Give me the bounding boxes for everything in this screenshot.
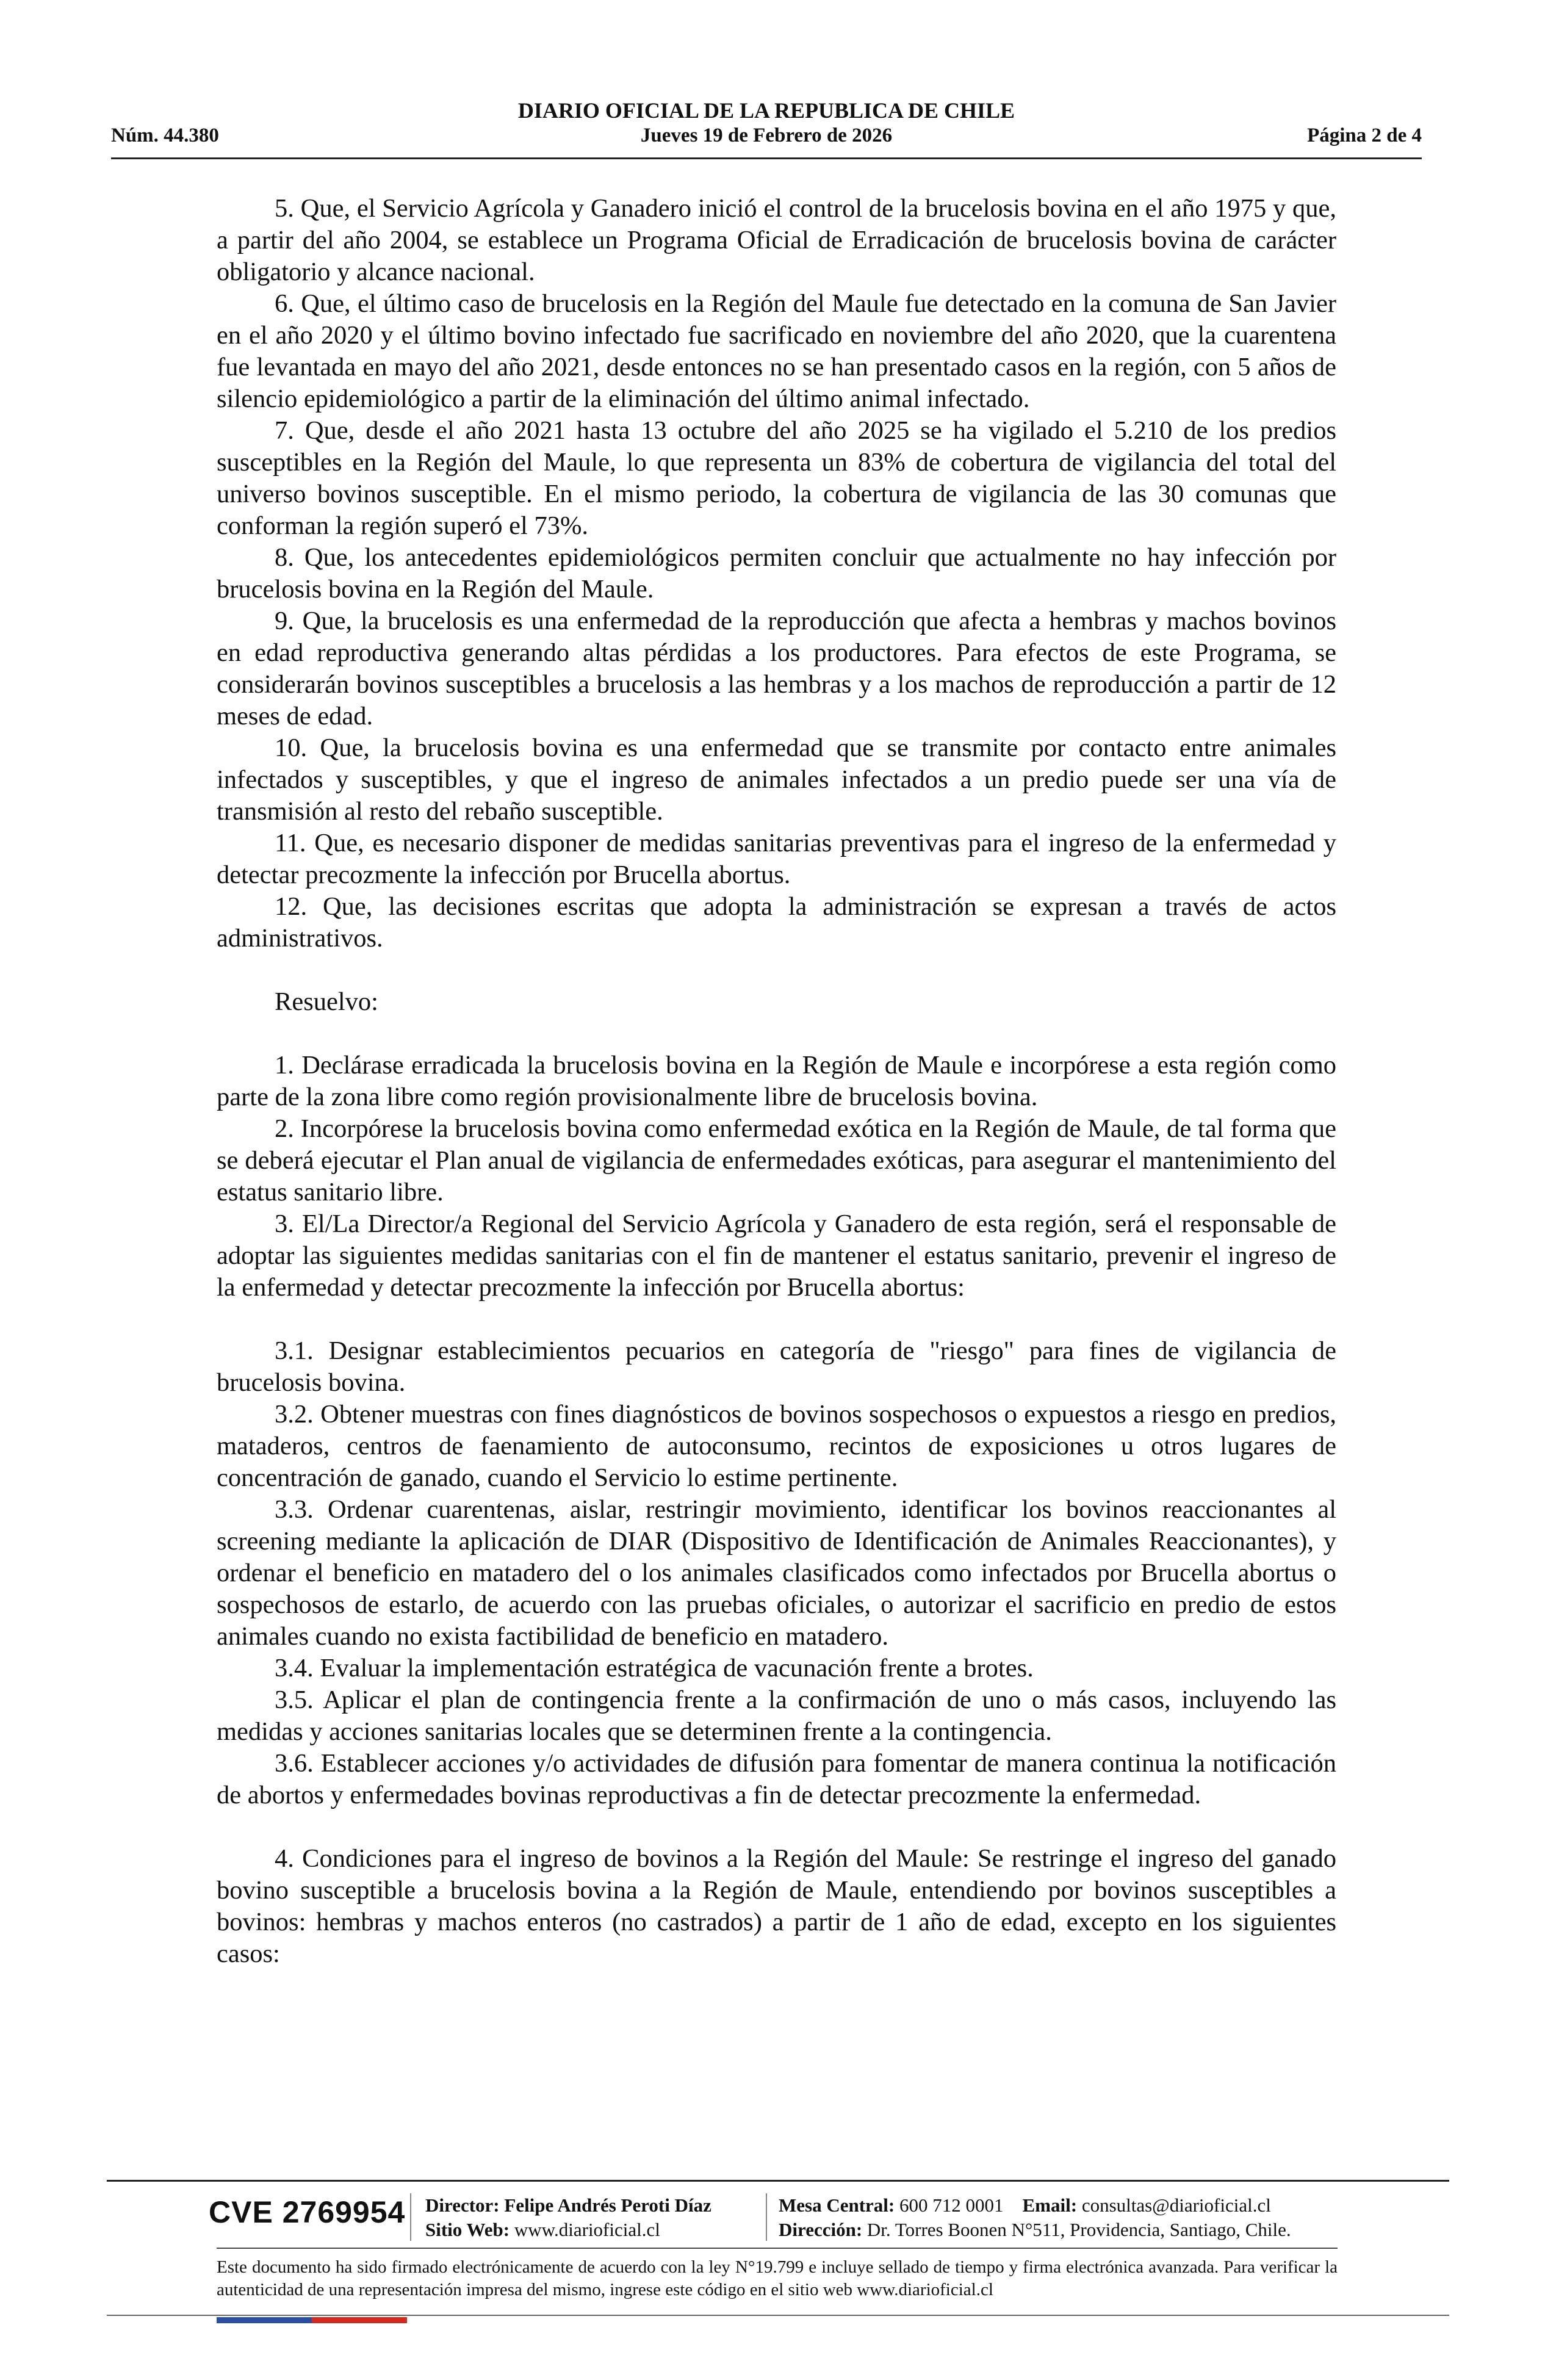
measure-3-6: 3.6. Establecer acciones y/o actividades de difusión para fomentar de manera continua la notificación de abortos y enfermedades bovinas reproductivas a fin de detectar precozmente la enfermedad. <box>217 1749 1336 1809</box>
cve-code: CVE 2769954 <box>209 2195 406 2229</box>
website-link[interactable]: www.diarioficial.cl <box>514 2219 660 2240</box>
resuelvo-heading: Resuelvo: <box>275 987 378 1016</box>
flag-stripe <box>217 2317 407 2323</box>
measure-3-5: 3.5. Aplicar el plan de contingencia frente a la confirmación de uno o más casos, incluyendo las medidas y acciones sanitarias locales que se determinen frente a la contingencia. <box>217 1686 1336 1746</box>
footer-divider <box>107 2315 1449 2316</box>
footer-divider <box>217 2248 1338 2249</box>
paragraph-12: 12. Que, las decisiones escritas que adopta la administración se expresan a través de actos administrativos. <box>217 892 1336 953</box>
paragraph-10: 10. Que, la brucelosis bovina es una enfermedad que se transmite por contacto entre animales infectados y susceptibles, y que el ingreso de animales infectados a un predio puede ser una vía de transmisión al resto del rebaño susceptible. <box>217 734 1336 826</box>
header-info-row <box>111 124 1422 153</box>
director-name: Felipe Andrés Peroti Díaz <box>504 2194 711 2216</box>
measure-3-4: 3.4. Evaluar la implementación estratégica de vacunación frente a brotes. <box>275 1654 1034 1682</box>
mesa-central-phone: 600 712 0001 <box>899 2194 1004 2216</box>
paragraph-6: 6. Que, el último caso de brucelosis en la Región del Maule fue detectado en la comuna de San Javier en el año 2020 y el último bovino infectado fue sacrificado en noviembre del año 2020, que la cuarentena fue levantada en mayo del año 2021, desde entonces no se han presentado casos en la región, con 5 años de silencio epidemiológico a partir de la eliminación del último animal infectado. <box>217 289 1336 413</box>
footer-director-block <box>425 2193 711 2242</box>
measure-3-2: 3.2. Obtener muestras con fines diagnósticos de bovinos sospechosos o expuestos a riesgo en predios, mataderos, centros de faenamiento de autoconsumo, recintos de exposiciones u otros lugares de concentración de ganado, cuando el Servicio lo estime pertinente. <box>217 1400 1336 1492</box>
email-link[interactable]: consultas@diarioficial.cl <box>1081 2194 1271 2216</box>
mesa-central-label: Mesa Central: <box>779 2194 895 2216</box>
publication-title: DIARIO OFICIAL DE LA REPUBLICA DE CHILE <box>517 98 1015 123</box>
resolution-4: 4. Condiciones para el ingreso de bovinos a la Región del Maule: Se restringe el ingreso del ganado bovino susceptible a brucelosis bovina a la Región de Maule, entendiendo por bovinos susceptibles a bovinos: hembras y machos enteros (no castrados) a partir de 1 año de edad, excepto en los siguientes casos: <box>217 1844 1336 1968</box>
issue-date: Jueves 19 de Febrero de 2026 <box>640 124 893 146</box>
legal-notice: Este documento ha sido firmado electrónicamente de acuerdo con la ley N°19.799 e incluye sellado de tiempo y firma electrónica avanzada. Para verificar la autenticidad de una representación impresa del mismo, ingrese este código en el sitio web www.diarioficial.cl <box>217 2257 1338 2299</box>
footer-separator <box>766 2193 767 2241</box>
flag-red-segment <box>312 2317 407 2323</box>
paragraph-7: 7. Que, desde el año 2021 hasta 13 octubre del año 2025 se ha vigilado el 5.210 de los predios susceptibles en la Región del Maule, lo que representa un 83% de cobertura de vigilancia del total del universo bovinos susceptible. En el mismo periodo, la cobertura de vigilancia de las 30 comunas que conforman la región superó el 73%. <box>217 416 1336 540</box>
resolution-3: 3. El/La Director/a Regional del Servicio Agrícola y Ganadero de esta región, será el responsable de adoptar las siguientes medidas sanitarias con el fin de mantener el estatus sanitario, prevenir el ingreso de la enfermedad y detectar precozmente la infección por Brucella abortus: <box>217 1210 1336 1302</box>
footer-divider <box>107 2180 1449 2182</box>
resolution-2: 2. Incorpórese la brucelosis bovina como enfermedad exótica en la Región de Maule, de tal forma que se deberá ejecutar el Plan anual de vigilancia de enfermedades exóticas, para asegurar el mantenimiento del estatus sanitario libre. <box>217 1114 1336 1206</box>
document-body <box>217 193 1336 1970</box>
paragraph-8: 8. Que, los antecedentes epidemiológicos permiten concluir que actualmente no hay infección por brucelosis bovina en la Región del Maule. <box>217 543 1336 604</box>
measure-3-3: 3.3. Ordenar cuarentenas, aislar, restringir movimiento, identificar los bovinos reaccionantes al screening mediante la aplicación de DIAR (Dispositivo de Identificación de Animales Reaccionantes), y ordenar el beneficio en matadero del o los animales clasificados como infectados por Brucella abortus o sospechosos de estarlo, de acuerdo con las pruebas oficiales, o autorizar el sacrificio en predio de estos animales cuando no exista factibilidad de beneficio en matadero. <box>217 1495 1336 1651</box>
paragraph-9: 9. Que, la brucelosis es una enfermedad de la reproducción que afecta a hembras y machos bovinos en edad reproductiva generando altas pérdidas a los productores. Para efectos de este Programa, se considerarán bovinos susceptibles a brucelosis a las hembras y a los machos de reproducción a partir de 12 meses de edad. <box>217 607 1336 730</box>
paragraph-11: 11. Que, es necesario disponer de medidas sanitarias preventivas para el ingreso de la enfermedad y detectar precozmente la infección por Brucella abortus. <box>217 829 1336 889</box>
measure-3-1: 3.1. Designar establecimientos pecuarios en categoría de "riesgo" para fines de vigilancia de brucelosis bovina. <box>217 1336 1336 1397</box>
page-indicator: Página 2 de 4 <box>1307 124 1422 146</box>
flag-blue-segment <box>217 2317 312 2323</box>
address-label: Dirección: <box>779 2219 863 2240</box>
address-value: Dr. Torres Boonen N°511, Providencia, Santiago, Chile. <box>866 2219 1291 2240</box>
paragraph-5: 5. Que, el Servicio Agrícola y Ganadero inició el control de la brucelosis bovina en el año 1975 y que, a partir del año 2004, se establece un Programa Oficial de Erradicación de brucelosis bovina de carácter obligatorio y alcance nacional. <box>217 194 1336 286</box>
resolution-1: 1. Declárase erradicada la brucelosis bovina en la Región de Maule e incorpórese a esta región como parte de la zona libre como región provisionalmente libre de brucelosis bovina. <box>217 1051 1336 1111</box>
page-header <box>111 98 1422 159</box>
director-label: Director: <box>425 2194 500 2216</box>
email-label: Email: <box>1022 2194 1078 2216</box>
footer-separator <box>410 2193 411 2241</box>
footer-contact-block <box>779 2193 1291 2242</box>
issue-number: Núm. 44.380 <box>111 124 219 146</box>
website-label: Sitio Web: <box>425 2219 510 2240</box>
